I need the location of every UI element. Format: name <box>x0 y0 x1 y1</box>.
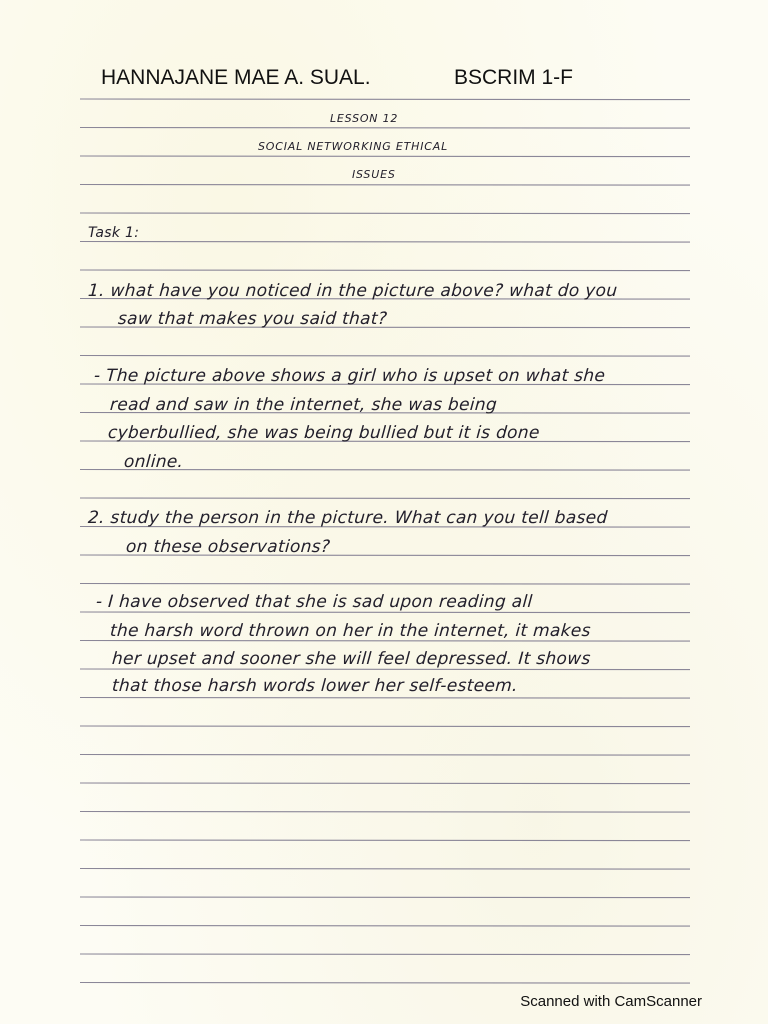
rule-line <box>80 983 690 984</box>
rule-line <box>80 926 690 927</box>
answer-1-line-3: cyberbullied, she was being bullied but it is done <box>107 423 541 443</box>
lesson-title-line2: ISSUES <box>352 168 396 181</box>
answer-2-line-3: her upset and sooner she will feel depressed. It shows <box>111 649 592 669</box>
question-2-line-1: 2. study the person in the picture. What can you tell based <box>87 508 609 528</box>
rule-line <box>80 726 690 727</box>
rule-line <box>80 669 690 670</box>
lesson-title-line1: SOCIAL NETWORKING ETHICAL <box>258 140 449 153</box>
answer-1-line-1: - The picture above shows a girl who is upset on what she <box>93 366 606 386</box>
question-1-line-2: saw that makes you said that? <box>117 309 388 329</box>
rule-line <box>80 755 690 756</box>
rule-line <box>80 99 690 100</box>
course-section: BSCRIM 1-F <box>454 66 574 89</box>
scanner-watermark: Scanned with CamScanner <box>520 993 702 1010</box>
question-2-line-2: on these observations? <box>125 537 331 557</box>
rule-line <box>80 128 690 129</box>
answer-2-line-1: - I have observed that she is sad upon reading all <box>95 592 534 612</box>
rule-line <box>80 156 690 157</box>
rule-line <box>80 897 690 898</box>
question-1-line-1: 1. what have you noticed in the picture above? what do you <box>87 281 619 301</box>
rule-line <box>80 584 690 585</box>
rule-line <box>80 612 690 613</box>
rule-line <box>80 356 690 357</box>
rule-line <box>80 698 690 699</box>
rule-line <box>80 812 690 813</box>
rule-line <box>80 242 690 243</box>
lesson-number: LESSON 12 <box>330 112 399 125</box>
answer-2-line-4: that those harsh words lower her self-esteem. <box>111 676 519 696</box>
rule-line <box>80 869 690 870</box>
answer-1-line-2: read and saw in the internet, she was being <box>109 395 498 415</box>
answer-1-line-4: online. <box>123 452 185 472</box>
rule-line <box>80 185 690 186</box>
task-label: Task 1: <box>88 225 140 241</box>
rule-line <box>80 840 690 841</box>
rule-line <box>80 498 690 499</box>
answer-2-line-2: the harsh word thrown on her in the internet, it makes <box>109 621 592 641</box>
student-name: HANNAJANE MAE A. SUAL. <box>101 66 371 89</box>
rule-line <box>80 213 690 214</box>
rule-line <box>80 954 690 955</box>
rule-line <box>80 270 690 271</box>
rule-line <box>80 783 690 784</box>
